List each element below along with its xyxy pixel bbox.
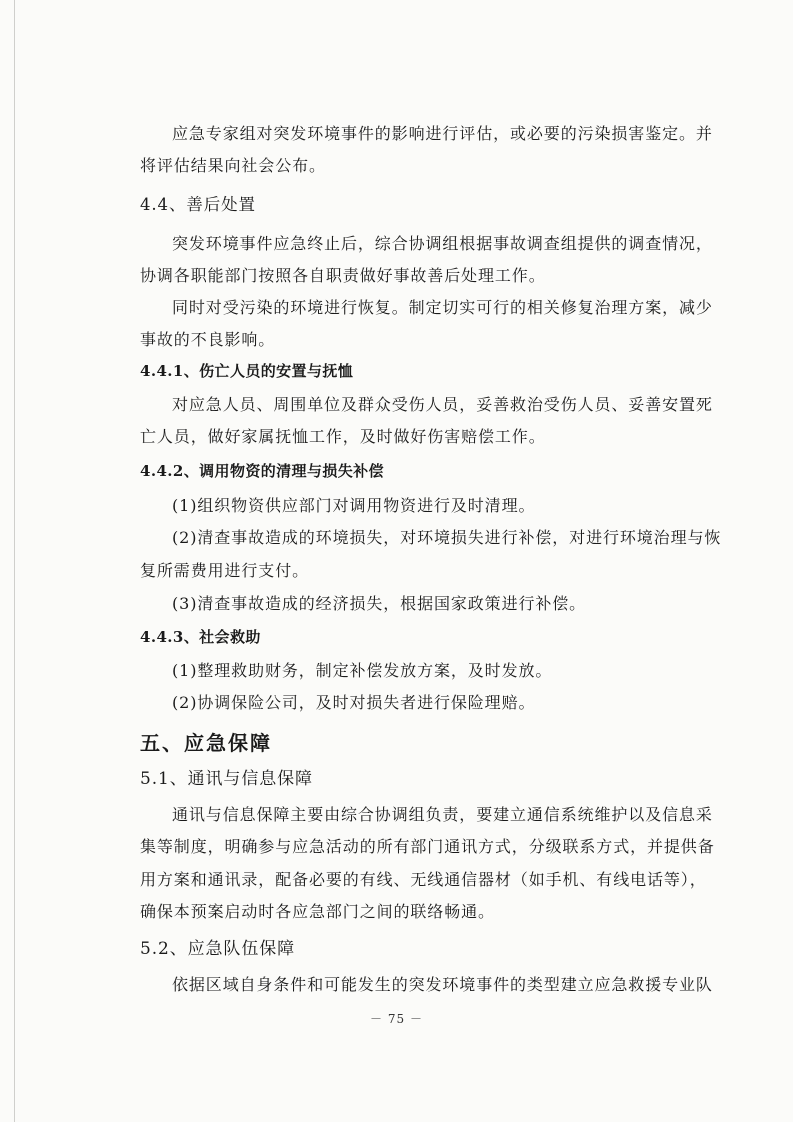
page-number: － 75 － [370,1012,423,1026]
paragraph-line: 突发环境事件应急终止后，综合协调组根据事故调查组提供的调查情况， [172,234,713,253]
paragraph-line: 用方案和通讯录，配备必要的有线、无线通信器材（如手机、有线电话等）， [140,870,707,889]
subsection-heading: 4.4.2、调用物资的清理与损失补偿 [140,462,384,480]
paragraph-line: 事故的不良影响。 [140,330,276,349]
paragraph-line: 将评估结果向社会公布。 [140,156,326,175]
section-heading: 5.2、应急队伍保障 [140,939,296,959]
paragraph-line: (2)清查事故造成的环境损失，对环境损失进行补偿，对进行环境治理与恢 [172,528,722,547]
paragraph-line: 通讯与信息保障主要由综合协调组负责，要建立通信系统维护以及信息采 [172,805,713,824]
paragraph-line: 同时对受污染的环境进行恢复。制定切实可行的相关修复治理方案，减少 [172,298,713,317]
section-heading: 4.4、善后处置 [140,195,256,214]
paragraph-line: 依据区域自身条件和可能发生的突发环境事件的类型建立应急救援专业队 [172,975,713,994]
paragraph-line: (3)清查事故造成的经济损失，根据国家政策进行补偿。 [172,594,587,613]
paragraph-line: 协调各职能部门按照各自职责做好事故善后处理工作。 [140,266,546,285]
subsection-heading: 4.4.1、伤亡人员的安置与抚恤 [140,362,354,380]
paragraph-line: 确保本预案启动时各应急部门之间的联络畅通。 [140,902,495,921]
paragraph-line: 应急专家组对突发环境事件的影响进行评估，或必要的污染损害鉴定。并 [172,124,713,143]
paragraph-line: (1)组织物资供应部门对调用物资进行及时清理。 [172,496,536,515]
paragraph-line: 复所需费用进行支付。 [140,561,310,580]
subsection-heading: 4.4.3、社会救助 [140,628,261,646]
chapter-heading: 五、应急保障 [140,731,272,755]
paragraph-line: 亡人员，做好家属抚恤工作，及时做好伤害赔偿工作。 [140,427,546,446]
paragraph-line: 对应急人员、周围单位及群众受伤人员，妥善救治受伤人员、妥善安置死 [172,395,713,414]
paragraph-line: (1)整理救助财务，制定补偿发放方案，及时发放。 [172,661,553,680]
paragraph-line: 集等制度，明确参与应急活动的所有部门通讯方式，分级联系方式，并提供备 [140,837,715,856]
section-heading: 5.1、通讯与信息保障 [140,769,313,789]
paragraph-line: (2)协调保险公司，及时对损失者进行保险理赔。 [172,693,536,712]
